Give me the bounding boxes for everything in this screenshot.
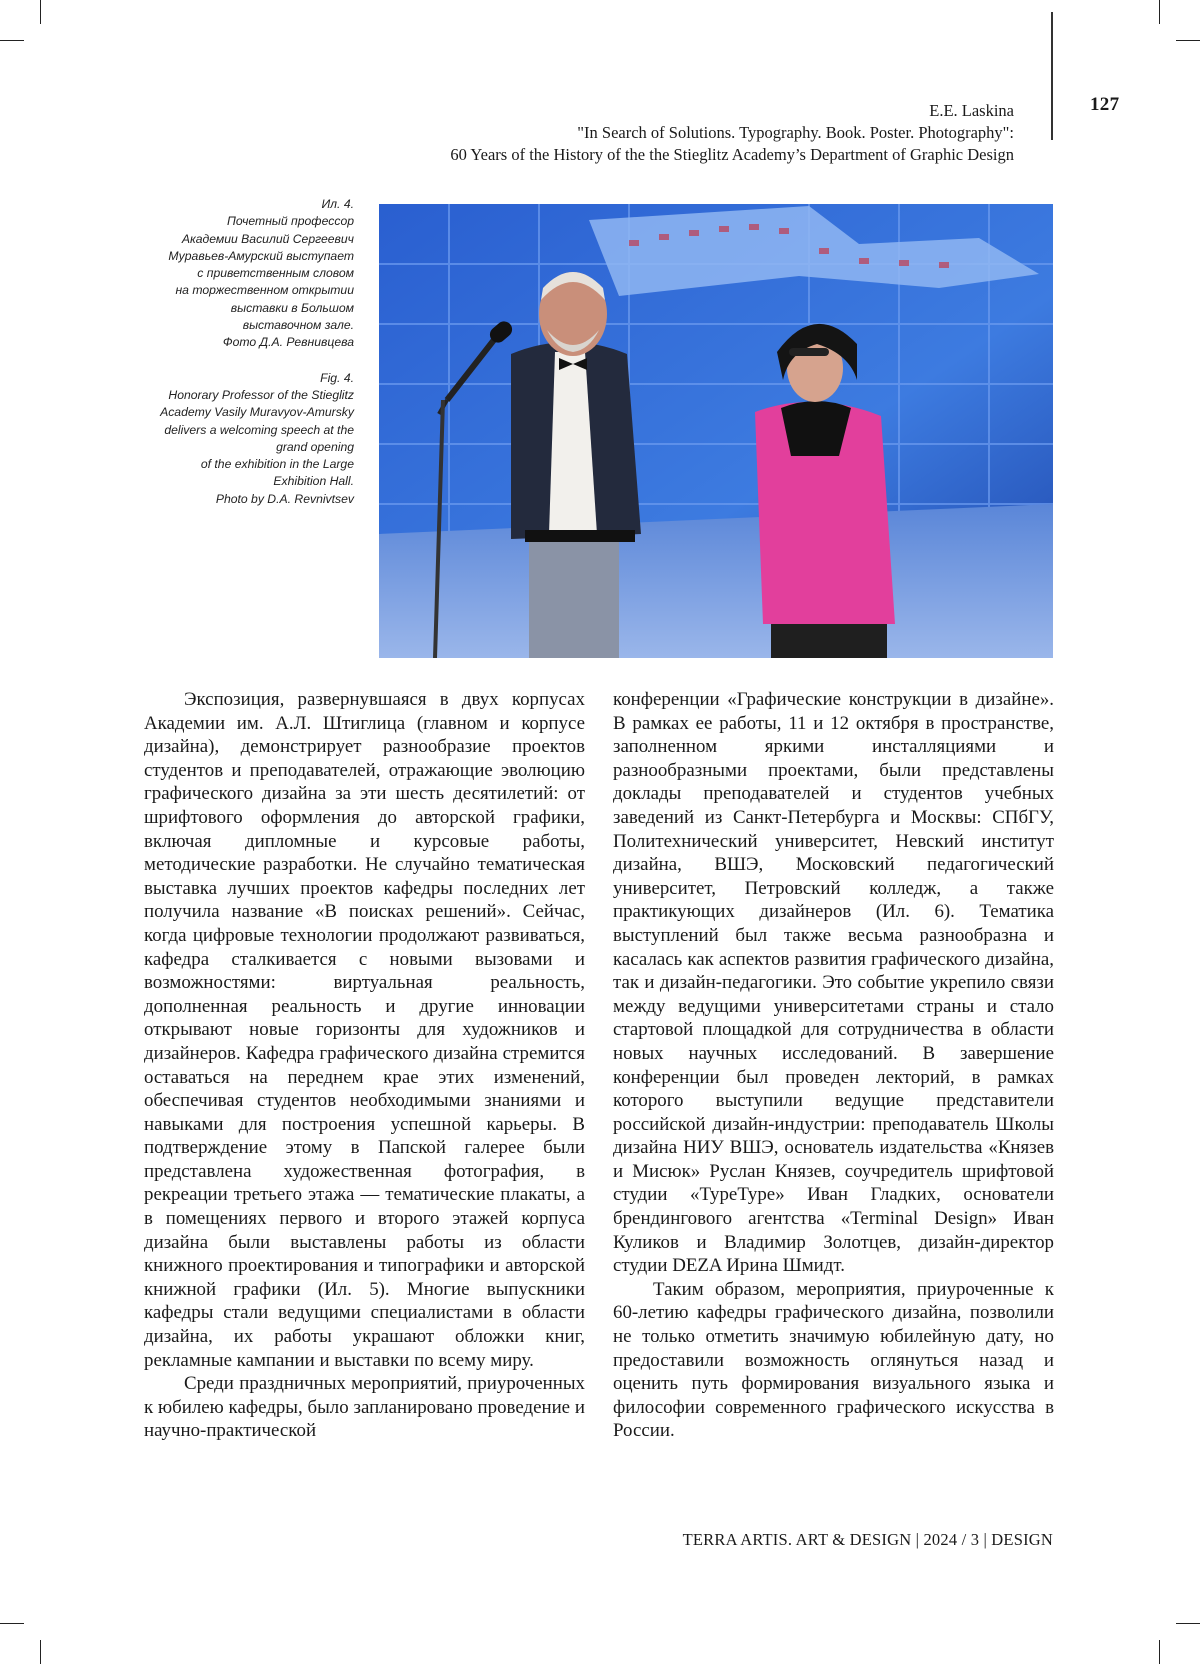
body-paragraph: Среди праздничных мероприятий, приуроченных к юбилею кафедры, было запланировано проведение и научно-практической xyxy=(144,1373,585,1442)
header-title-line-2: 60 Years of the History of the the Stieglitz Academy’s Department of Graphic Design xyxy=(450,145,1014,164)
photo-illustration xyxy=(379,204,1053,658)
page-number: 127 xyxy=(1090,94,1120,115)
crop-mark xyxy=(0,1623,24,1624)
caption-line: Муравьев-Амурский выступает xyxy=(168,248,354,263)
caption-line: с приветственным словом xyxy=(197,266,354,281)
header-title-line-1: "In Search of Solutions. Typography. Book. Poster. Photography": xyxy=(577,123,1014,142)
article-column-left xyxy=(144,688,585,1443)
caption-line: Honorary Professor of the Stieglitz xyxy=(168,387,354,402)
caption-line: Academy Vasily Muravyov-Amursky xyxy=(160,405,354,420)
caption-russian xyxy=(140,196,354,352)
figure-photo xyxy=(379,204,1053,658)
caption-english xyxy=(140,370,354,508)
caption-line: grand opening xyxy=(276,439,354,454)
body-paragraph: Экспозиция, развернувшаяся в двух корпусах Академии им. А.Л. Штиглица (главном и корпусе дизайна), демонстрирует разнообразие проектов студентов и преподавателей, отражающие эволюцию графического дизайна за эти шесть десятилетий: от шрифтового оформления до авторской графики, включая дипломные и курсовые работы, методические разработки. Не случайно тематическая выставка лучших проектов кафедры последних лет получила название «В поисках решений». Сейчас, когда цифровые технологии продолжают развиваться, кафедра сталкивается с новыми вызовами и возможностями: виртуальная реальность, дополненная реальность и другие инновации открывают новые горизонты для художников и дизайнеров. Кафедра графического дизайна стремится оставаться на переднем крае этих изменений, обеспечивая студентов необходимыми знаниями и навыками для построения успешной карьеры. В подтверждение этому в Папской галерее были представлена художественная фотография, в рекреации третьего этажа — тематические плакаты, а в помещениях первого и второго этажей корпуса дизайна были выставлены работы из области книжного проектирования и типографики и авторской книжной графики (Ил. 5). Многие выпускники кафедры стали ведущими специалистами в области дизайна, их работы украшают обложки книг, рекламные кампании и выставки по всему миру. xyxy=(144,689,585,1371)
caption-line: Exhibition Hall. xyxy=(273,474,354,489)
header-divider xyxy=(1051,12,1053,140)
caption-line: Фото Д.А. Ревнивцева xyxy=(222,335,354,350)
body-paragraph: конференции «Графические конструкции в дизайне». В рамках ее работы, 11 и 12 октября в пространстве, заполненном яркими инсталляциями и разнообразными проектами, были представлены доклады преподавателей и студентов учебных заведений из Санкт-Петербурга и Москвы: СПбГУ, Политехнический университет, Невский институт дизайна, ВШЭ, Московский педагогический университет, Петровский колледж, а также практикующих дизайнеров (Ил. 6). Тематика выступлений был также весьма разнообразна и касалась как аспектов развития графического дизайна, так и дизайн-педагогики. Это событие укрепило связи между ведущими университетами страны и стало стартовой площадкой для сотрудничества в области новых научных исследований. В завершение конференции был проведен лекторий, в рамках которого выступили ведущие представители российской дизайн-индустрии: преподаватель Школы дизайна НИУ ВШЭ, основатель издательства «Князев и Мисюк» Руслан Князев, соучредитель шрифтовой студии «ТуреТуре» Иван Гладких, основатели брендингового агентства «Terminal Design» Иван Куликов и Владимир Золотцев, дизайн-директор студии DEZA Ирина Шмидт. xyxy=(613,689,1054,1277)
caption-line: Photo by D.A. Revnivtsev xyxy=(215,491,354,506)
crop-mark xyxy=(1176,40,1200,41)
caption-line: Ил. 4. xyxy=(321,197,354,211)
crop-mark xyxy=(40,1640,41,1664)
running-header xyxy=(450,100,1014,166)
caption-line: выставки в Большом xyxy=(230,300,354,315)
article-column-right xyxy=(613,688,1054,1443)
crop-mark xyxy=(1159,1640,1160,1664)
crop-mark xyxy=(0,40,24,41)
crop-mark xyxy=(1159,0,1160,24)
caption-line: на торжественном открытии xyxy=(175,283,354,298)
header-author: E.E. Laskina xyxy=(929,101,1014,120)
figure-caption xyxy=(140,196,354,526)
page-footer: TERRA ARTIS. ART & DESIGN | 2024 / 3 | DESIGN xyxy=(682,1530,1053,1549)
caption-line: выставочном зале. xyxy=(242,318,354,333)
crop-mark xyxy=(1176,1623,1200,1624)
caption-line: Почетный профессор xyxy=(227,214,354,229)
caption-line: Fig. 4. xyxy=(320,370,354,385)
body-paragraph: Таким образом, мероприятия, приуроченные к 60-летию кафедры графического дизайна, позволили не только отметить значимую юбилейную дату, но предоставили возможность оглянуться назад и оценить путь формирования визуального языка и философии современного графического искусства в России. xyxy=(613,1278,1054,1442)
caption-line: Академии Василий Сергеевич xyxy=(181,231,354,246)
caption-line: delivers a welcoming speech at the xyxy=(164,422,354,437)
caption-line: of the exhibition in the Large xyxy=(200,457,354,472)
crop-mark xyxy=(40,0,41,24)
